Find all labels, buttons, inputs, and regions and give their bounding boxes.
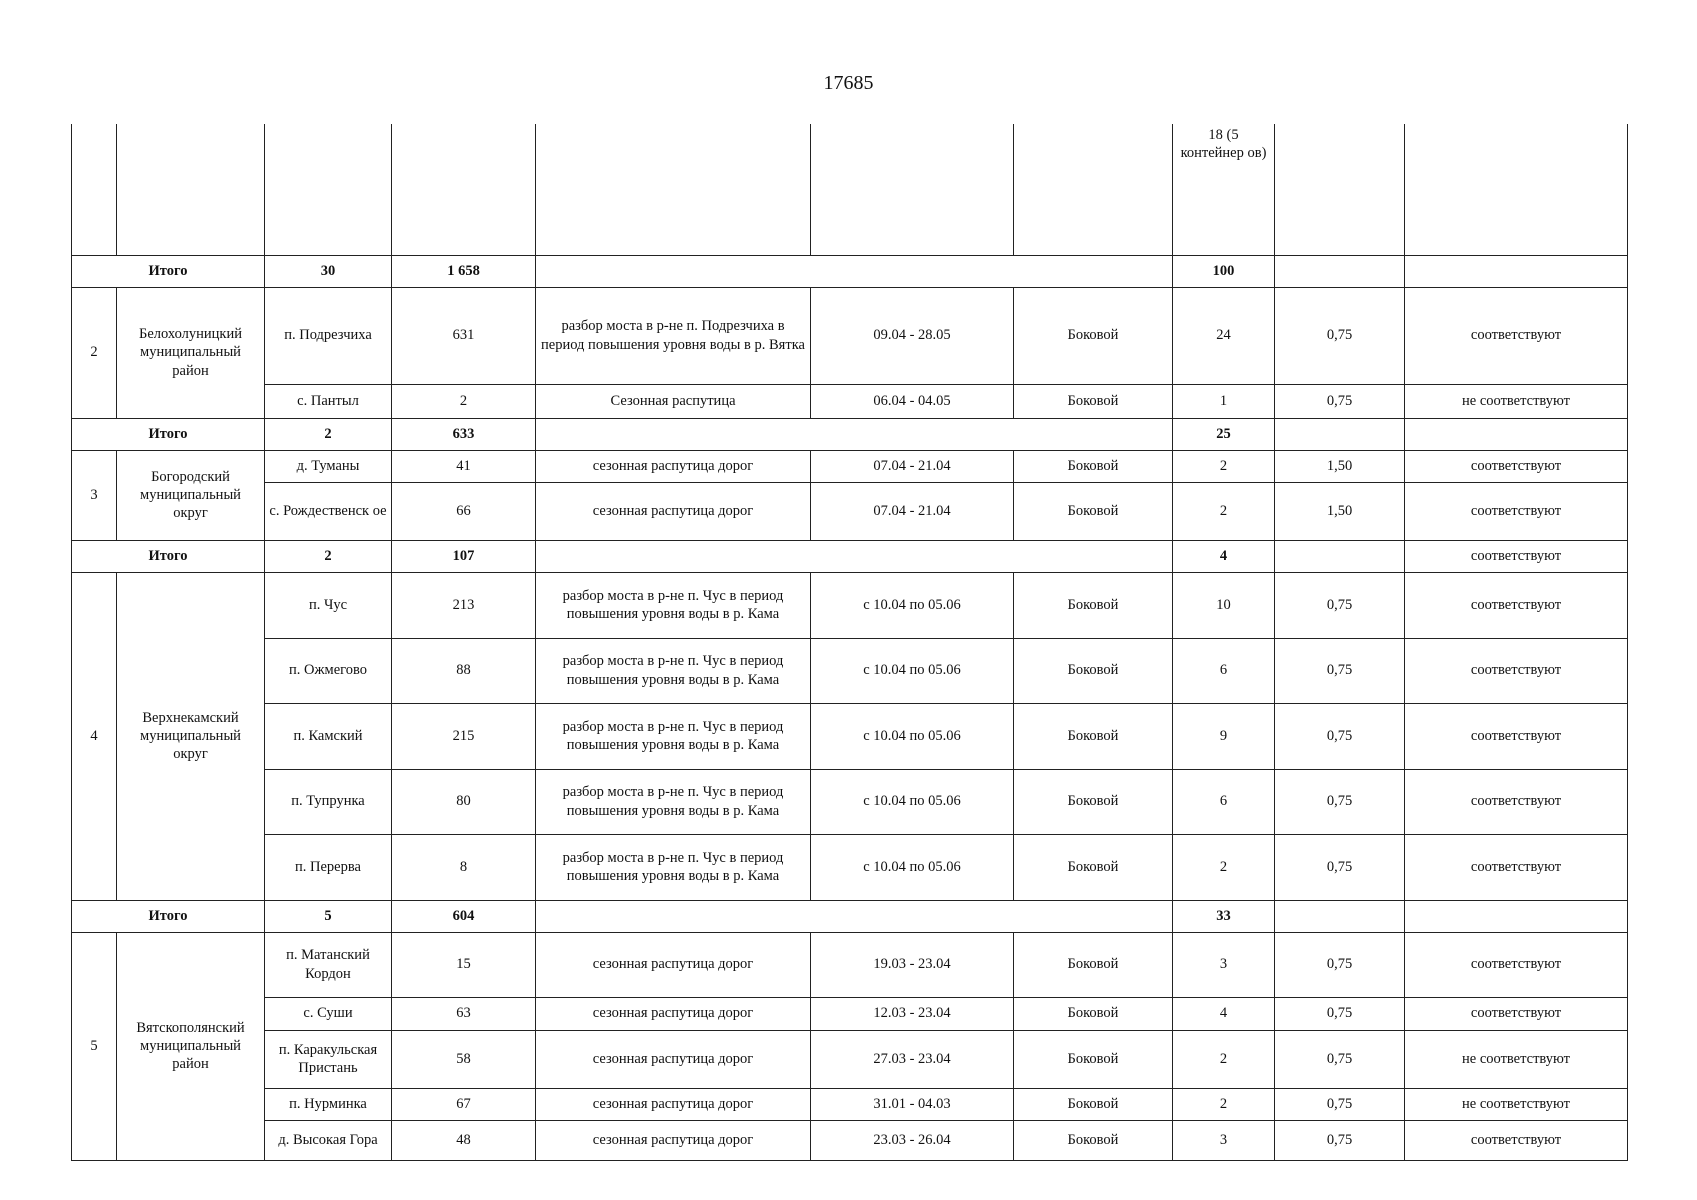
table-row	[72, 834, 1628, 900]
cell-population: 15	[392, 932, 536, 997]
cell-reason: разбор моста в р-не п. Чус в период повышения уровня воды в р. Кама	[536, 572, 811, 638]
data-table	[71, 124, 1628, 1161]
cell-coef: 0,75	[1275, 769, 1405, 834]
table-row	[72, 769, 1628, 834]
total-label: Итого	[72, 255, 265, 287]
cell-period: 31.01 - 04.03	[811, 1088, 1014, 1120]
total-row	[72, 540, 1628, 572]
table-row	[72, 287, 1628, 384]
total-settlements: 2	[265, 540, 392, 572]
cell-period: 09.04 - 28.05	[811, 287, 1014, 384]
cell-status: соответствуют	[1405, 287, 1628, 384]
table-row	[72, 638, 1628, 703]
cell-population: 58	[392, 1030, 536, 1088]
cell-cargo: 24	[1173, 287, 1275, 384]
cell-population: 215	[392, 703, 536, 769]
cell-type: Боковой	[1014, 450, 1173, 482]
cell-coef: 0,75	[1275, 1030, 1405, 1088]
cell-cargo: 9	[1173, 703, 1275, 769]
cell-reason: разбор моста в р-не п. Чус в период повышения уровня воды в р. Кама	[536, 769, 811, 834]
cell-reason: сезонная распутица дорог	[536, 1030, 811, 1088]
cell-settlement: п. Чус	[265, 572, 392, 638]
cell-type: Боковой	[1014, 1120, 1173, 1160]
cell-cargo: 6	[1173, 769, 1275, 834]
cell-status: соответствуют	[1405, 572, 1628, 638]
cell-status: не соответствуют	[1405, 1088, 1628, 1120]
cell-reason: сезонная распутица дорог	[536, 1088, 811, 1120]
table-row-continuation	[72, 124, 1628, 255]
cell-reason: Сезонная распутица	[536, 384, 811, 418]
cell-settlement: п. Подрезчиха	[265, 287, 392, 384]
table-row	[72, 384, 1628, 418]
cell-coef: 0,75	[1275, 572, 1405, 638]
cell-status: соответствуют	[1405, 997, 1628, 1030]
cell-settlement: с. Пантыл	[265, 384, 392, 418]
cell-status: соответствуют	[1405, 769, 1628, 834]
cell-period: с 10.04 по 05.06	[811, 834, 1014, 900]
cell-status: соответствуют	[1405, 932, 1628, 997]
total-row	[72, 418, 1628, 450]
total-cargo: 33	[1173, 900, 1275, 932]
cell-population: 88	[392, 638, 536, 703]
cell-reason: разбор моста в р-не п. Подрезчиха в период повышения уровня воды в р. Вятка	[536, 287, 811, 384]
cell-type: Боковой	[1014, 572, 1173, 638]
cell-type: Боковой	[1014, 482, 1173, 540]
cell-reason: сезонная распутица дорог	[536, 482, 811, 540]
cell-status: соответствуют	[1405, 834, 1628, 900]
cell-cargo: 10	[1173, 572, 1275, 638]
cell-status: соответствуют	[1405, 703, 1628, 769]
table-row	[72, 482, 1628, 540]
total-row	[72, 255, 1628, 287]
district-name: Вятскополянский муниципальный район	[117, 932, 265, 1160]
cell-cargo: 2	[1173, 1030, 1275, 1088]
cell-cargo: 3	[1173, 932, 1275, 997]
cell-coef: 1,50	[1275, 450, 1405, 482]
cell-period: с 10.04 по 05.06	[811, 572, 1014, 638]
cell-status: соответствуют	[1405, 638, 1628, 703]
total-population: 604	[392, 900, 536, 932]
cell-population: 41	[392, 450, 536, 482]
cell-period: 07.04 - 21.04	[811, 482, 1014, 540]
total-label: Итого	[72, 418, 265, 450]
total-label: Итого	[72, 540, 265, 572]
cell-reason: разбор моста в р-не п. Чус в период повышения уровня воды в р. Кама	[536, 834, 811, 900]
cell-population: 80	[392, 769, 536, 834]
cell-coef: 0,75	[1275, 703, 1405, 769]
cell-cargo: 2	[1173, 1088, 1275, 1120]
cell-type: Боковой	[1014, 703, 1173, 769]
cell-status: соответствуют	[1405, 482, 1628, 540]
table-row	[72, 450, 1628, 482]
total-settlements: 5	[265, 900, 392, 932]
cell-population: 67	[392, 1088, 536, 1120]
cell-cargo: 6	[1173, 638, 1275, 703]
cell-reason: сезонная распутица дорог	[536, 1120, 811, 1160]
district-name: Верхнекамский муниципальный округ	[117, 572, 265, 900]
cell-reason: сезонная распутица дорог	[536, 932, 811, 997]
cell-coef: 0,75	[1275, 384, 1405, 418]
cell-type: Боковой	[1014, 932, 1173, 997]
row-number: 4	[72, 572, 117, 900]
cell-reason: разбор моста в р-не п. Чус в период повышения уровня воды в р. Кама	[536, 703, 811, 769]
cell-settlement: д. Высокая Гора	[265, 1120, 392, 1160]
table-row	[72, 932, 1628, 997]
page-number: 17685	[823, 72, 874, 94]
cell-cargo: 3	[1173, 1120, 1275, 1160]
total-cargo: 4	[1173, 540, 1275, 572]
total-note: соответствуют	[1405, 540, 1628, 572]
cell-settlement: п. Ожмегово	[265, 638, 392, 703]
district-name: Белохолуницкий муниципальный район	[117, 287, 265, 418]
cell-period: 12.03 - 23.04	[811, 997, 1014, 1030]
district-name: Богородский муниципальный округ	[117, 450, 265, 540]
cell-settlement: п. Матанский Кордон	[265, 932, 392, 997]
cell-settlement: п. Перерва	[265, 834, 392, 900]
total-population: 107	[392, 540, 536, 572]
cell-reason: сезонная распутица дорог	[536, 450, 811, 482]
cell-settlement: п. Тупрунка	[265, 769, 392, 834]
total-settlements: 30	[265, 255, 392, 287]
cell-population: 63	[392, 997, 536, 1030]
total-settlements: 2	[265, 418, 392, 450]
cell-period: 07.04 - 21.04	[811, 450, 1014, 482]
table-row	[72, 572, 1628, 638]
row-number: 3	[72, 450, 117, 540]
cell-period: 19.03 - 23.04	[811, 932, 1014, 997]
cell-coef: 0,75	[1275, 834, 1405, 900]
cell-coef: 0,75	[1275, 287, 1405, 384]
cell-status: соответствуют	[1405, 450, 1628, 482]
cell-settlement: п. Камский	[265, 703, 392, 769]
cell-coef: 0,75	[1275, 932, 1405, 997]
table-row	[72, 1030, 1628, 1088]
total-cargo: 100	[1173, 255, 1275, 287]
cell-coef: 0,75	[1275, 997, 1405, 1030]
cell-coef: 0,75	[1275, 1120, 1405, 1160]
row-number: 2	[72, 287, 117, 418]
cell-period: с 10.04 по 05.06	[811, 769, 1014, 834]
cell-settlement: с. Суши	[265, 997, 392, 1030]
cell-coef: 0,75	[1275, 638, 1405, 703]
row-number: 5	[72, 932, 117, 1160]
cell-population: 66	[392, 482, 536, 540]
cell-status: соответствуют	[1405, 1120, 1628, 1160]
cell-status: не соответствуют	[1405, 384, 1628, 418]
cell-type: Боковой	[1014, 287, 1173, 384]
cell-reason: разбор моста в р-не п. Чус в период повышения уровня воды в р. Кама	[536, 638, 811, 703]
total-label: Итого	[72, 900, 265, 932]
total-population: 1 658	[392, 255, 536, 287]
cell-reason: сезонная распутица дорог	[536, 997, 811, 1030]
cell-cargo: 2	[1173, 450, 1275, 482]
cell-settlement: с. Рождественск ое	[265, 482, 392, 540]
table-row	[72, 997, 1628, 1030]
total-row	[72, 900, 1628, 932]
cell-settlement: д. Туманы	[265, 450, 392, 482]
cell-type: Боковой	[1014, 769, 1173, 834]
cell-coef: 1,50	[1275, 482, 1405, 540]
cell-type: Боковой	[1014, 1030, 1173, 1088]
cell-population: 2	[392, 384, 536, 418]
cell-population: 213	[392, 572, 536, 638]
cell-period: 23.03 - 26.04	[811, 1120, 1014, 1160]
total-cargo: 25	[1173, 418, 1275, 450]
table-row	[72, 1088, 1628, 1120]
cell-cargo: 18 (5 контейнер ов)	[1173, 124, 1275, 255]
cell-type: Боковой	[1014, 834, 1173, 900]
cell-period: 27.03 - 23.04	[811, 1030, 1014, 1088]
cell-settlement: п. Нурминка	[265, 1088, 392, 1120]
cell-population: 48	[392, 1120, 536, 1160]
total-population: 633	[392, 418, 536, 450]
cell-cargo: 2	[1173, 834, 1275, 900]
cell-cargo: 4	[1173, 997, 1275, 1030]
cell-type: Боковой	[1014, 997, 1173, 1030]
cell-type: Боковой	[1014, 1088, 1173, 1120]
cell-status: не соответствуют	[1405, 1030, 1628, 1088]
cell-type: Боковой	[1014, 384, 1173, 418]
cell-period: 06.04 - 04.05	[811, 384, 1014, 418]
table-row	[72, 1120, 1628, 1160]
cell-population: 8	[392, 834, 536, 900]
cell-period: с 10.04 по 05.06	[811, 638, 1014, 703]
cell-coef: 0,75	[1275, 1088, 1405, 1120]
table-row	[72, 703, 1628, 769]
cell-period: с 10.04 по 05.06	[811, 703, 1014, 769]
cell-cargo: 1	[1173, 384, 1275, 418]
cell-settlement: п. Каракульская Пристань	[265, 1030, 392, 1088]
cell-population: 631	[392, 287, 536, 384]
cell-cargo: 2	[1173, 482, 1275, 540]
cell-type: Боковой	[1014, 638, 1173, 703]
